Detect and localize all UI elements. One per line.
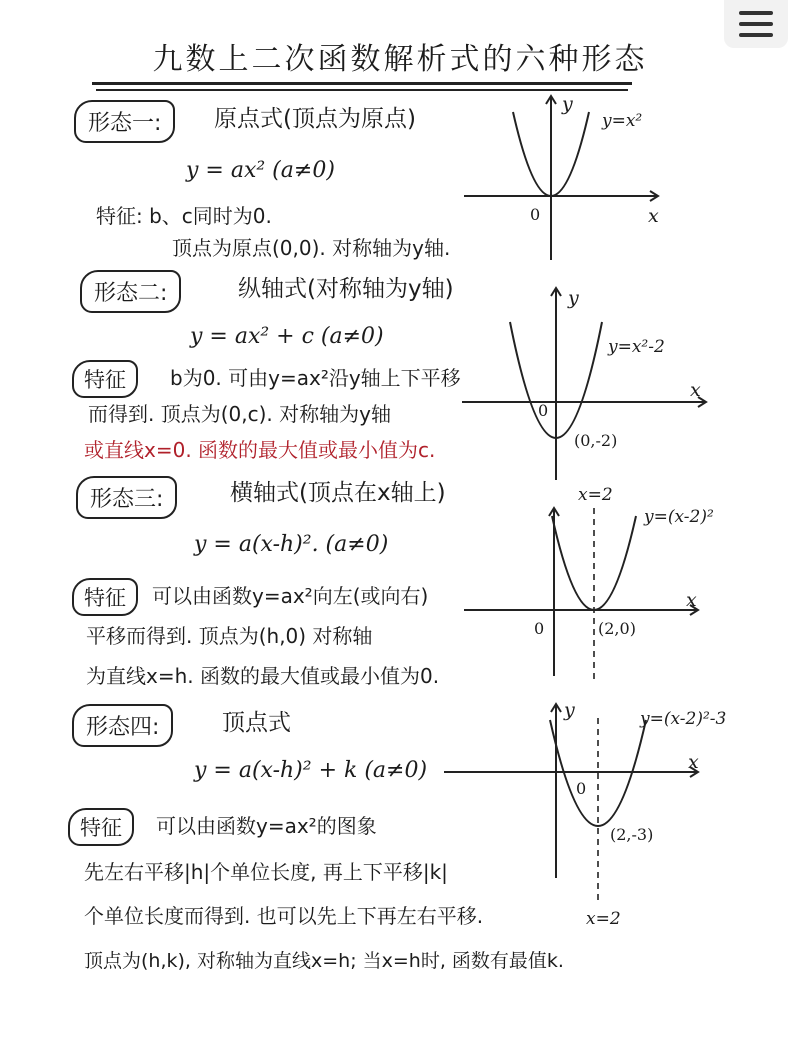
x-axis-label: x [648,205,659,227]
feature-label-box: 特征 [72,360,138,398]
y-axis-label: y [564,699,575,721]
feature-line: 为直线x=h. 函数的最大值或最小值为0. [86,664,440,688]
feature-line: 顶点为原点(0,0). 对称轴为y轴. [172,236,451,260]
feature-line: 而得到. 顶点为(0,c). 对称轴为y轴 [88,402,391,426]
form-name: 原点式(顶点为原点) [214,106,416,132]
title-underline [96,89,628,91]
origin-label: 0 [530,205,541,224]
feature-line: 先左右平移|h|个单位长度, 再上下平移|k| [84,860,448,884]
graph-parabola-vertex-form [440,700,740,930]
graph-parabola-horizontal-shift [462,486,738,686]
x-axis-label: x [686,589,697,611]
formula: y = ax² + c (a≠0) [190,324,384,349]
feature-line: b为0. 可由y=ax²沿y轴上下平移 [170,366,461,390]
hamburger-icon [739,22,773,26]
x-axis-label: x [688,751,699,773]
feature-label-box: 特征 [68,808,134,846]
form-label-box: 形态二: [80,270,181,313]
origin-label: 0 [534,619,545,638]
hamburger-icon [739,11,773,15]
feature-line: 平移而得到. 顶点为(h,0) 对称轴 [86,624,373,648]
curve-label: y=x² [602,111,643,131]
form-name: 纵轴式(对称轴为y轴) [238,276,454,302]
formula: y = ax² (a≠0) [186,158,335,183]
vertex-label: (0,-2) [574,431,618,450]
symmetry-axis-label: x=2 [578,485,613,505]
form-label-box: 形态三: [76,476,177,519]
form-name: 顶点式 [222,710,291,736]
formula: y = a(x-h)². (a≠0) [194,532,389,557]
curve-label: y=x²-2 [608,337,665,357]
y-axis-label: y [562,93,573,115]
feature-line: 个单位长度而得到. 也可以先上下再左右平移. [84,904,484,928]
graph-parabola-vertical-shift [458,282,718,482]
feature-line: 或直线x=0. 函数的最大值或最小值为c. [84,438,436,462]
title-underline [92,82,632,85]
feature-line: 可以由函数y=ax²向左(或向右) [152,584,429,608]
origin-label: 0 [576,779,587,798]
vertex-label: (2,-3) [610,825,654,844]
form-label-box: 形态一: [74,100,175,143]
feature-line: 特征: b、c同时为0. [96,204,272,228]
feature-line: 顶点为(h,k), 对称轴为直线x=h; 当x=h时, 函数有最值k. [84,950,564,972]
vertex-label: (2,0) [598,619,636,638]
origin-label: 0 [538,401,549,420]
symmetry-axis-label: x=2 [586,909,621,929]
curve-label: y=(x-2)² [644,507,714,527]
feature-label-box: 特征 [72,578,138,616]
y-axis-label: y [568,287,579,309]
formula: y = a(x-h)² + k (a≠0) [194,758,428,783]
curve-label: y=(x-2)²-3 [640,709,727,729]
page-title: 九数上二次函数解析式的六种形态 [152,42,648,77]
form-name: 横轴式(顶点在x轴上) [230,480,446,506]
x-axis-label: x [690,379,701,401]
graph-parabola-origin [458,92,668,262]
feature-line: 可以由函数y=ax²的图象 [156,814,377,838]
form-label-box: 形态四: [72,704,173,747]
